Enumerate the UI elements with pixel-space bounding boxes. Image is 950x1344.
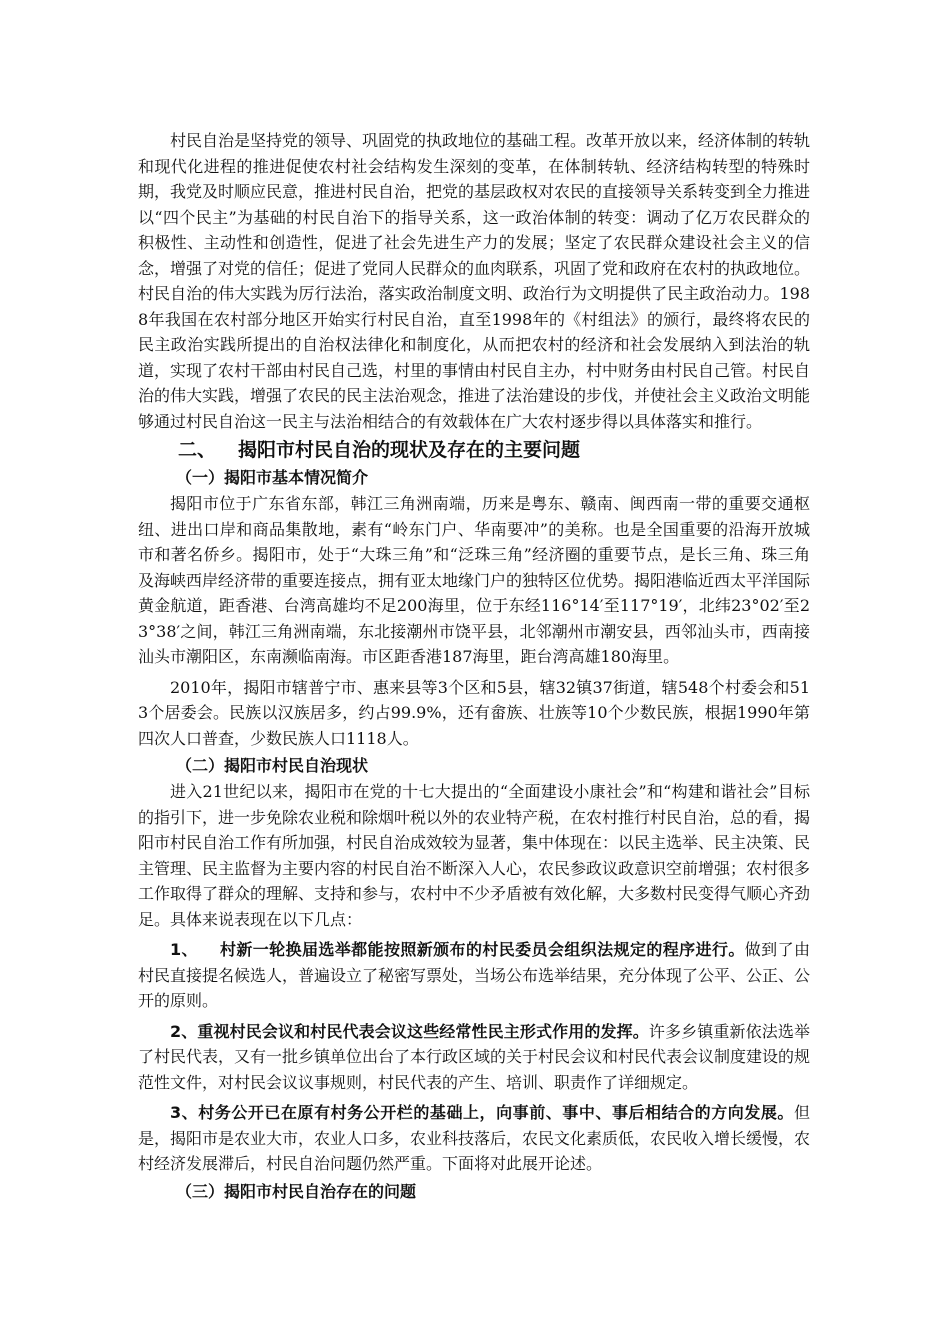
paragraph-overview: 揭阳市位于广东省东部，韩江三角洲南端，历来是粤东、赣南、闽西南一带的重要交通枢纽、进出口岸和商品集散地，素有“岭东门户、华南要冲”的美称。也是全国重要的沿海开放城市和著名侨乡。揭阳市，处于“大珠三角”和“泛珠三角”经济圈的重要节点，是长三角、珠三角及海峡西岸经济带的重要连接点，拥有亚太地缘门户的独特区位优势。揭阳港临近西太平洋国际黄金航道，距香港、台湾高雄均不足200海里，位于东经116°14′至117°19′，北纬23°02′至23°38′之间，韩江三角洲南端，东北接潮州市饶平县，北邻潮州市潮安县，西邻汕头市，西南接汕头市潮阳区，东南濒临南海。市区距香港187海里，距台湾高雄180海里。 (138, 494, 811, 666)
list-item-3-bold: 3、村务公开已在原有村务公开栏的基础上，向事前、事中、事后相结合的方向发展。 (170, 1103, 794, 1122)
paragraph-status: 进入21世纪以来，揭阳市在党的十七大提出的“全面建设小康社会”和“构建和谐社会”目标的指引下，进一步免除农业税和除烟叶税以外的农业特产税，在农村推行村民自治，总的看，揭阳市村民自治工作有所加强，村民自治成效较为显著，集中体现在：以民主选举、民主决策、民主管理、民主监督为主要内容的村民自治不断深入人心，农民参政议政意识空前增强；农村很多工作取得了群众的理解、支持和参与，农村中不少矛盾被有效化解，大多数村民变得气顺心齐劲足。具体来说表现在以下几点： (138, 782, 811, 929)
section-number: 二、 (178, 439, 217, 461)
document-page (138, 128, 810, 1205)
subsection-heading-1: （一）揭阳市基本情况简介 (176, 468, 369, 487)
section-title: 揭阳市村民自治的现状及存在的主要问题 (238, 439, 581, 461)
subsection-heading-3: （三）揭阳市村民自治存在的问题 (176, 1181, 417, 1201)
section-heading-2 (138, 436, 810, 465)
list-item-1 (138, 937, 810, 1014)
subsection-heading-2: （二）揭阳市村民自治现状 (176, 756, 369, 775)
list-item-1-text: 做到了由村民直接提名候选人，普遍设立了秘密写票处，当场公布选举结果，充分体现了公平、公正、公开的原则。 (138, 940, 811, 1010)
list-item-3 (138, 1100, 810, 1177)
list-item-1-bold: 村新一轮换届选举都能按照新颁布的村民委员会组织法规定的程序进行。 (219, 940, 745, 959)
paragraph-admin: 2010年，揭阳市辖普宁市、惠来县等3个区和5县，辖32镇37街道，辖548个村委会和513个居委会。民族以汉族居多，约占99.9%，还有畲族、壮族等10个少数民族，根据1990年第四次人口普查，少数民族人口1118人。 (138, 677, 810, 748)
paragraph-intro: 村民自治是坚持党的领导、巩固党的执政地位的基础工程。改革开放以来，经济体制的转轨和现代化进程的推进促使农村社会结构发生深刻的变革，在体制转轨、经济结构转型的特殊时期，我党及时顺应民意，推进村民自治，把党的基层政权对农民的直接领导关系转变到全力推进以“四个民主”为基础的村民自治下的指导关系，这一政治体制的转变：调动了亿万农民群众的积极性、主动性和创造性，促进了社会先进生产力的发展；坚定了农民群众建设社会主义的信念，增强了对党的信任；促进了党同人民群众的血肉联系，巩固了党和政府在农村的执政地位。村民自治的伟大实践为厉行法治，落实政治制度文明、政治行为文明提供了民主政治动力。1988年我国在农村部分地区开始实行村民自治，直至1998年的《村组法》的颁行，最终将农民的民主政治实践所提出的自治权法律化和制度化，从而把农村的经济和社会发展纳入到法治的轨道，实现了农村干部由村民自己选，村里的事情由村民自主办，村中财务由村民自己管。村民自治的伟大实践，增强了农民的民主法治观念，推进了法治建设的步伐，并使社会主义政治文明能够通过村民自治这一民主与法治相结合的有效载体在广大农村逐步得以具体落实和推行。 (138, 131, 811, 431)
list-item-2 (138, 1019, 810, 1096)
list-item-2-text: 许多乡镇重新依法选举了村民代表，又有一批乡镇单位出台了本行政区域的关于村民会议和村民代表会议制度建设的规范性文件，对村民会议议事规则，村民代表的产生、培训、职责作了详细规定。 (138, 1021, 811, 1092)
list-item-3-text: 但是，揭阳市是农业大市，农业人口多，农业科技落后，农民文化素质低，农民收入增长缓慢，农村经济发展滞后，村民自治问题仍然严重。下面将对此展开论述。 (138, 1103, 811, 1173)
list-item-2-bold: 2、重视村民会议和村民代表会议这些经常性民主形式作用的发挥。 (170, 1021, 649, 1041)
list-item-1-number: 1、 (170, 940, 198, 959)
